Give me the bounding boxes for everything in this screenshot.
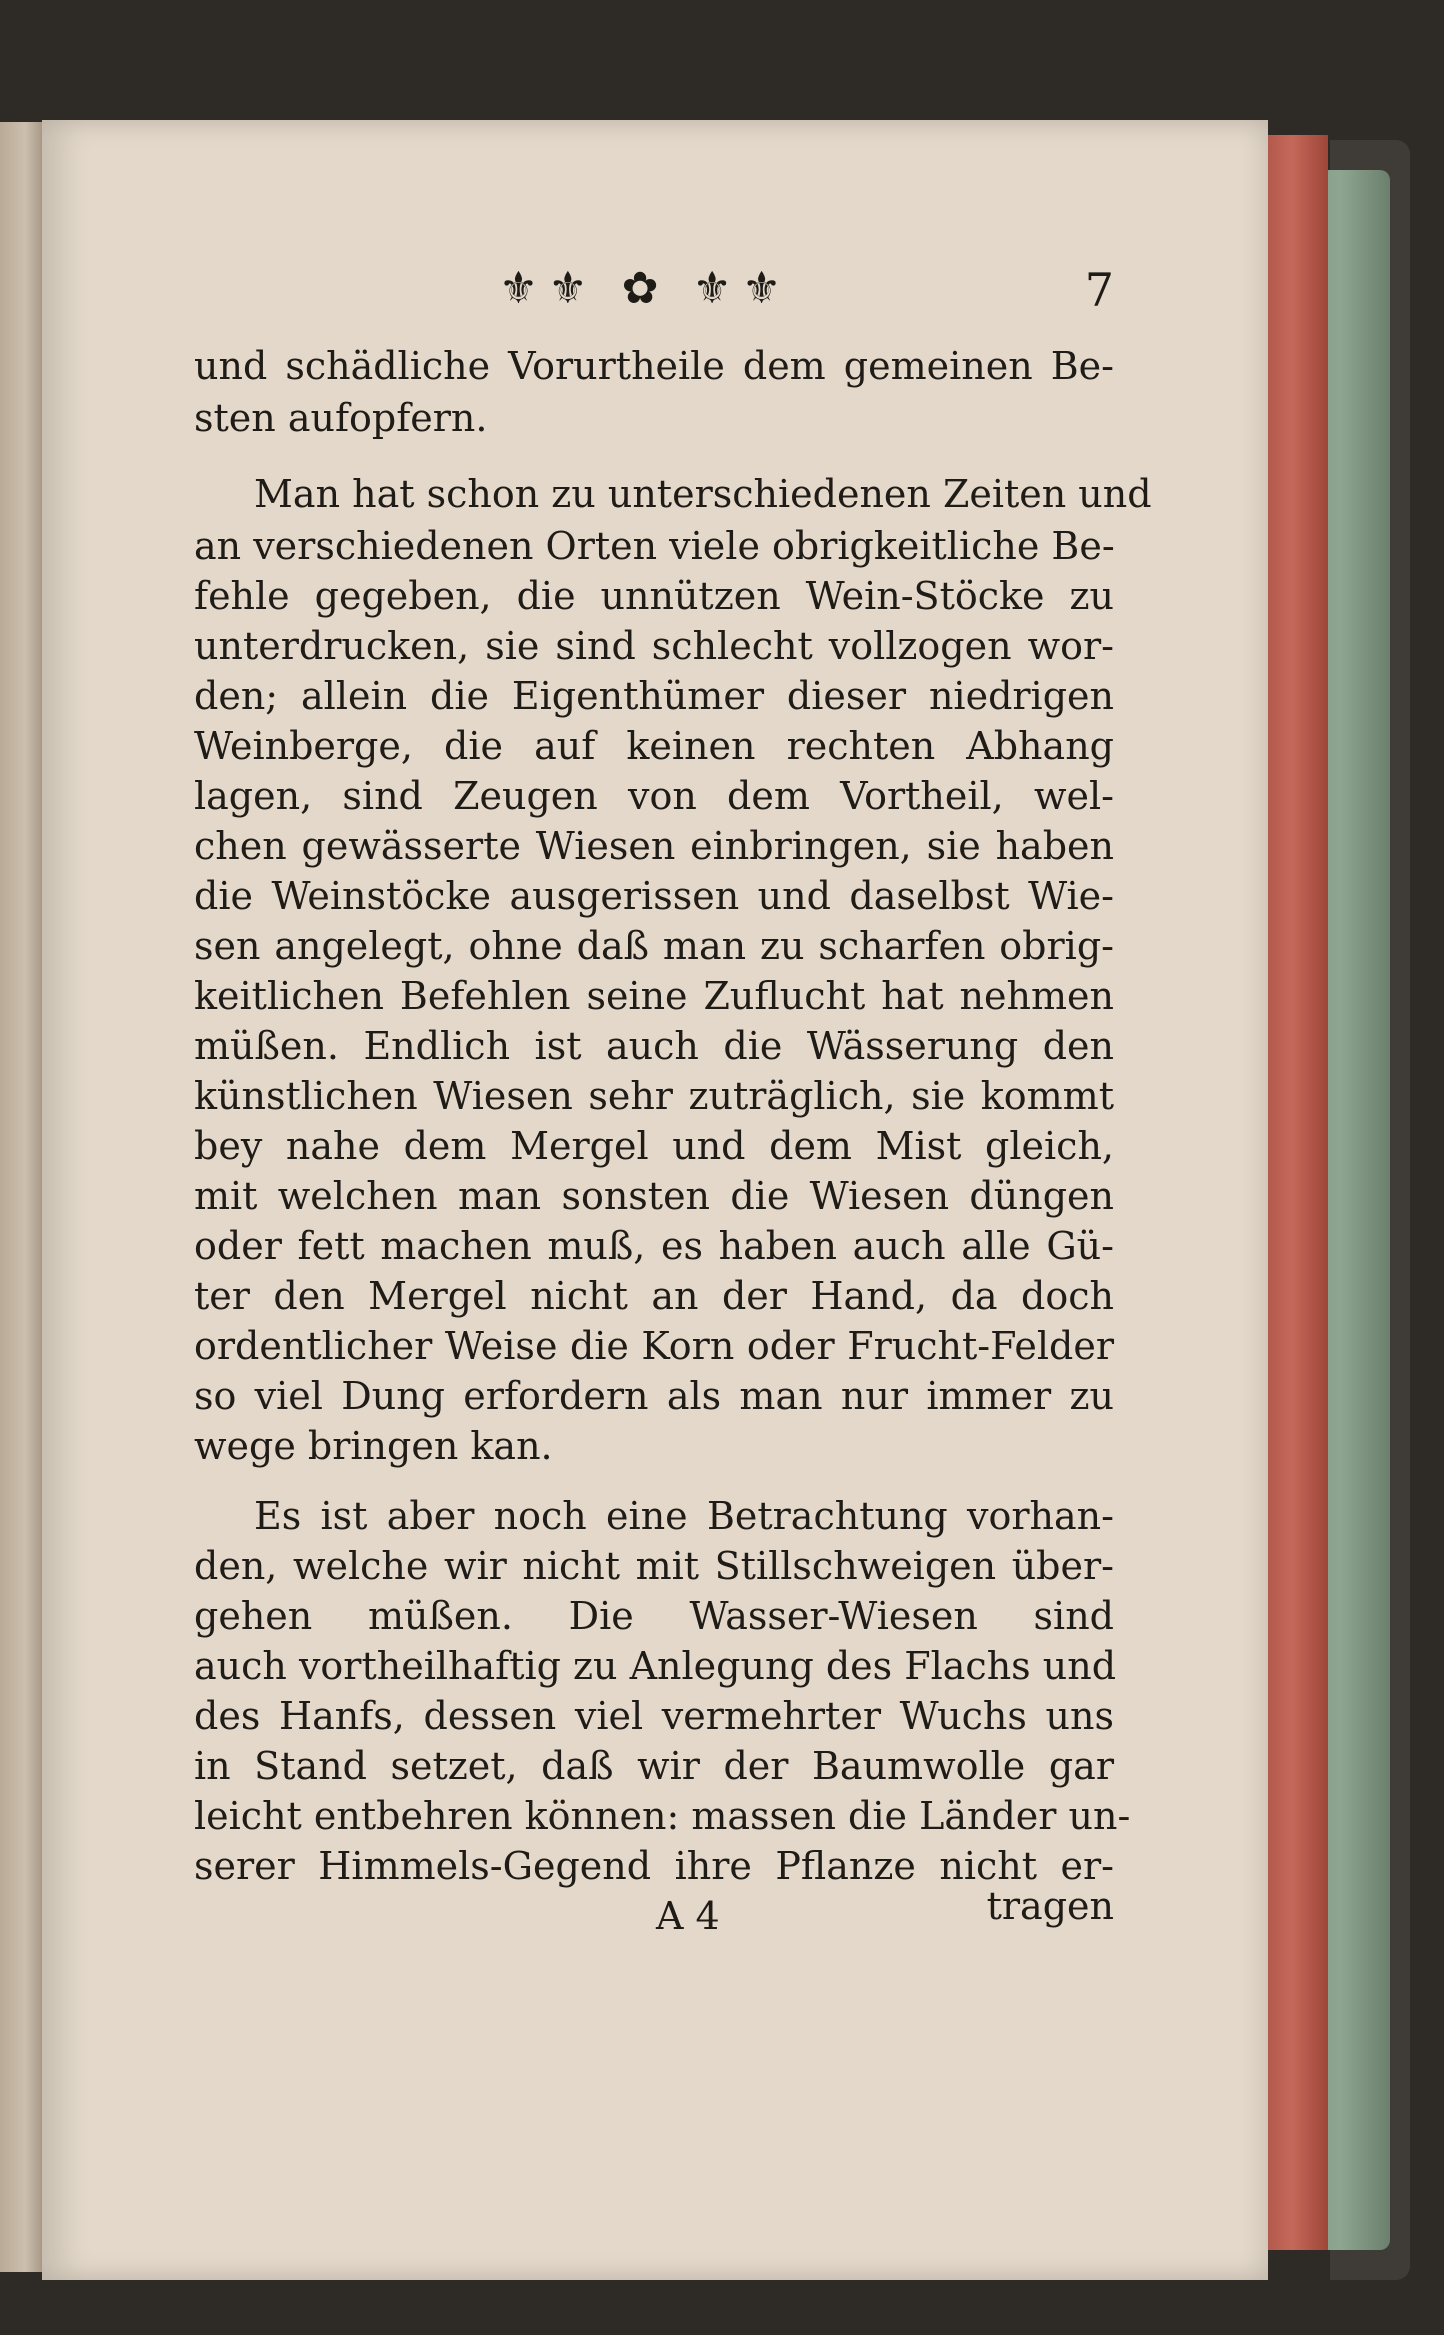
page-number: 7 [1084,263,1114,317]
text-line: mit welchen man sonsten die Wiesen düngen [194,1174,1114,1218]
text-line: keitlichen Befehlen seine Zuflucht hat nehmen [194,974,1114,1018]
text-line: sten aufopfern. [194,396,488,440]
text-line: müßen. Endlich ist auch die Wässerung den [194,1024,1114,1068]
text-line: ordentlicher Weise die Korn oder Frucht-Felder [194,1324,1114,1368]
page-edges [1268,135,1328,2250]
signature-mark: A 4 [656,1894,720,1938]
text-line: leicht entbehren können: massen die Länder un- [194,1794,1131,1838]
text-line: fehle gegeben, die unnützen Wein-Stöcke zu [194,574,1114,618]
page-header [194,254,1114,324]
text-line: in Stand setzet, daß wir der Baumwolle gar [194,1744,1114,1788]
text-line: so viel Dung erfordern als man nur immer zu [194,1374,1114,1418]
text-line: chen gewässerte Wiesen einbringen, sie haben [194,824,1114,868]
text-line: Es ist aber noch eine Betrachtung vorhan- [254,1494,1114,1538]
text-line: auch vortheilhaftig zu Anlegung des Flachs und [194,1644,1117,1688]
page-footer [194,1886,1114,1946]
facing-page-edge [0,122,42,2272]
text-line: künstlichen Wiesen sehr zuträglich, sie kommt [194,1074,1114,1118]
page-text [194,246,1152,1946]
catchword: tragen [986,1884,1114,1928]
text-line: an verschiedenen Orten viele obrigkeitliche Be- [194,524,1115,568]
text-line: Weinberge, die auf keinen rechten Abhang [194,724,1114,768]
text-line: unterdrucken, sie sind schlecht vollzogen wor- [194,624,1114,668]
text-line: ter den Mergel nicht an der Hand, da doch [194,1274,1114,1318]
text-line: den, welche wir nicht mit Stillschweigen über- [194,1544,1114,1588]
text-line: den; allein die Eigenthümer dieser niedrigen [194,674,1114,718]
text-line: bey nahe dem Mergel und dem Mist gleich, [194,1124,1114,1168]
text-line: wege bringen kan. [194,1424,553,1468]
text-line: Man hat schon zu unterschiedenen Zeiten und [254,472,1152,516]
header-ornament: ⚜⚜ ✿ ⚜⚜ [498,263,792,314]
text-line: des Hanfs, dessen viel vermehrter Wuchs uns [194,1694,1114,1738]
text-line: lagen, sind Zeugen von dem Vortheil, wel- [194,774,1114,818]
text-line: oder fett machen muß, es haben auch alle Gü- [194,1224,1114,1268]
text-line: die Weinstöcke ausgerissen und daselbst Wie- [194,874,1114,918]
text-line: serer Himmels-Gegend ihre Pflanze nicht er- [194,1844,1114,1888]
text-line: sen angelegt, ohne daß man zu scharfen obrig- [194,924,1114,968]
text-line: und schädliche Vorurtheile dem gemeinen Be- [194,344,1114,388]
text-line: gehen müßen. Die Wasser-Wiesen sind [194,1594,1114,1638]
